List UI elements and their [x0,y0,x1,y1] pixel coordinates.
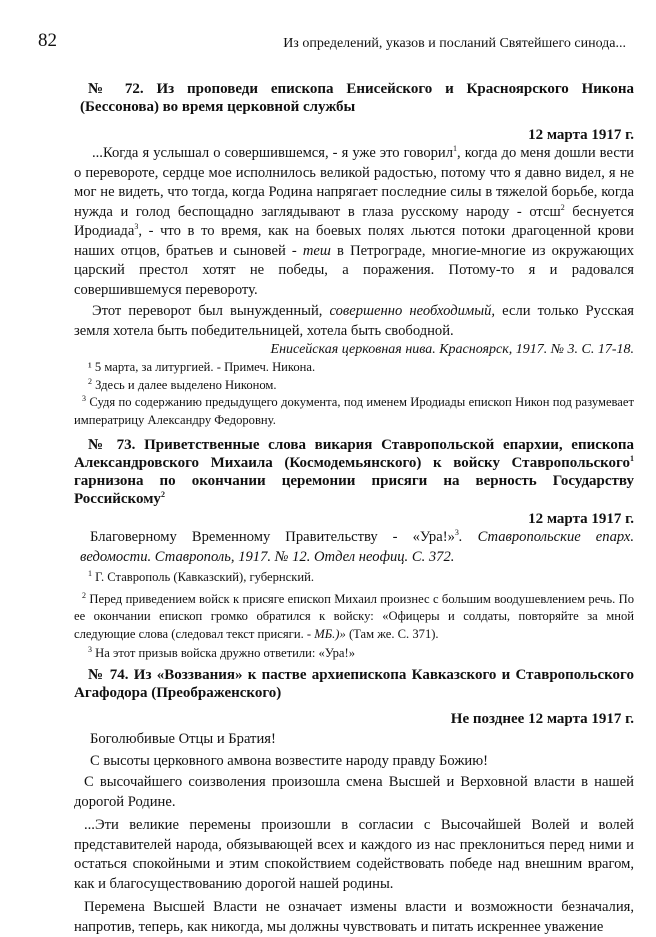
page-number: 82 [38,30,57,51]
doc73-footnote-2: $^2$ Перед приведением войск к присяге епископ Михаил произнес с большим воодушевлением речь. По ее окончании епископ громко обратился к войску: «Офицеры и солдаты, повторяйте за мной следующие слова (следовал текст присяги. - МБ.)» (Там же. С. 371). [74,590,634,641]
doc72-footnote-2: $^2$ Здесь и далее выделено Никоном. [88,376,277,392]
doc74-title: № 74. Из «Воззвания» к пастве архиепископа Кавказского и Ставропольского Агафодора (Преображенского) [74,667,634,701]
doc73-footnote-3: $^3$ На этот призыв войска дружно ответили: «Ура!» [88,644,356,660]
doc74-paragraph-5: Перемена Высшей Власти не означает измены власти и возможности безначалия, напротив, теперь, как никогда, мы должны чувствовать и питать искреннее уважение [74,899,634,935]
document-72 [74,80,634,429]
doc72-date: 12 марта 1917 г. [528,127,634,143]
running-title: Из определений, указов и посланий Святейшего синода... [283,36,626,51]
doc72-footnote-3: $^3$ Судя по содержанию предыдущего документа, под именем Иродиады епископ Никон под разумевает императрицу Александру Федоровну. [74,393,634,427]
document-74 [74,666,634,937]
doc73-title: № 73. Приветственные слова викария Ставропольской епархии, епископа Александровского Михаила (Космодемьянского) к войску Ставропольского$^1$ гарнизона по окончании церемонии присяги на верность Государству Российскому$^2$ [74,437,634,507]
doc74-date: Не позднее 12 марта 1917 г. [450,711,634,727]
doc72-title: № 72. Из проповеди епископа Енисейского и Красноярского Никона (Бессонова) во время церковной службы [80,81,634,115]
document-73 [74,436,635,663]
doc72-footnote-1: ¹ 5 марта, за литургией. - Примеч. Никона. [88,360,316,374]
doc74-paragraph-1: Боголюбивые Отцы и Братия! [90,731,276,747]
doc73-footnote-1: $^1$ Г. Ставрополь (Кавказский), губернский. [88,568,315,584]
doc74-paragraph-3: С высочайшего соизволения произошла смена Высшей и Верховной власти в нашей дорогой Родине. [74,774,634,810]
doc74-paragraph-2: С высоты церковного амвона возвестите народу правду Божию! [90,752,488,769]
doc74-paragraph-4: ...Эти великие перемены произошли в согласии с Высочайшей Волей и волей представителей народа, обязывающей всех и каждого из нас преклониться перед ними и остаться спокойными и этим спокойствием содействовать победе над внешним врагом, как и благосуществованию дорогой нашей родины. [74,817,634,892]
doc72-paragraph-1: ...Когда я услышал о совершившемся, - я уже это говорил$^1$, когда до меня дошли вести о перевороте, сердце мое исполнилось великой радостью, потому что я давно видел, я не мог не видеть, что тогда, когда Родина напрягает последние силы в тяжелой борьбе, когда нужда и голод беспощадно заглядывают в глаза русскому народу - отсш$^2$ беснуется Иродиада$^3$, - что в то время, как на боевых полях льются потоки драгоценной крови наших отцов, братьев и сыновей - теш в Петрограде, многие-многие из окружающих царский престол хотят не победы, а поражения. Потому-то я и радовался совершившемуся перевороту. [74,144,634,298]
doc72-paragraph-2: Этот переворот был вынужденный, совершенно необходимый, если только Русская земля хотела быть победительницей, хотела быть свободной. [74,303,634,339]
doc73-paragraph-1: Благоверному Временному Правительству - «Ура!»$^3$. Ставропольские епарх. ведомости. Ставрополь, 1917. № 12. Отдел неофиц. С. 372. [80,528,635,565]
doc72-source: Енисейская церковная нива. Красноярск, 1917. № 3. С. 17-18. [270,342,634,357]
doc73-date: 12 марта 1917 г. [528,511,634,527]
